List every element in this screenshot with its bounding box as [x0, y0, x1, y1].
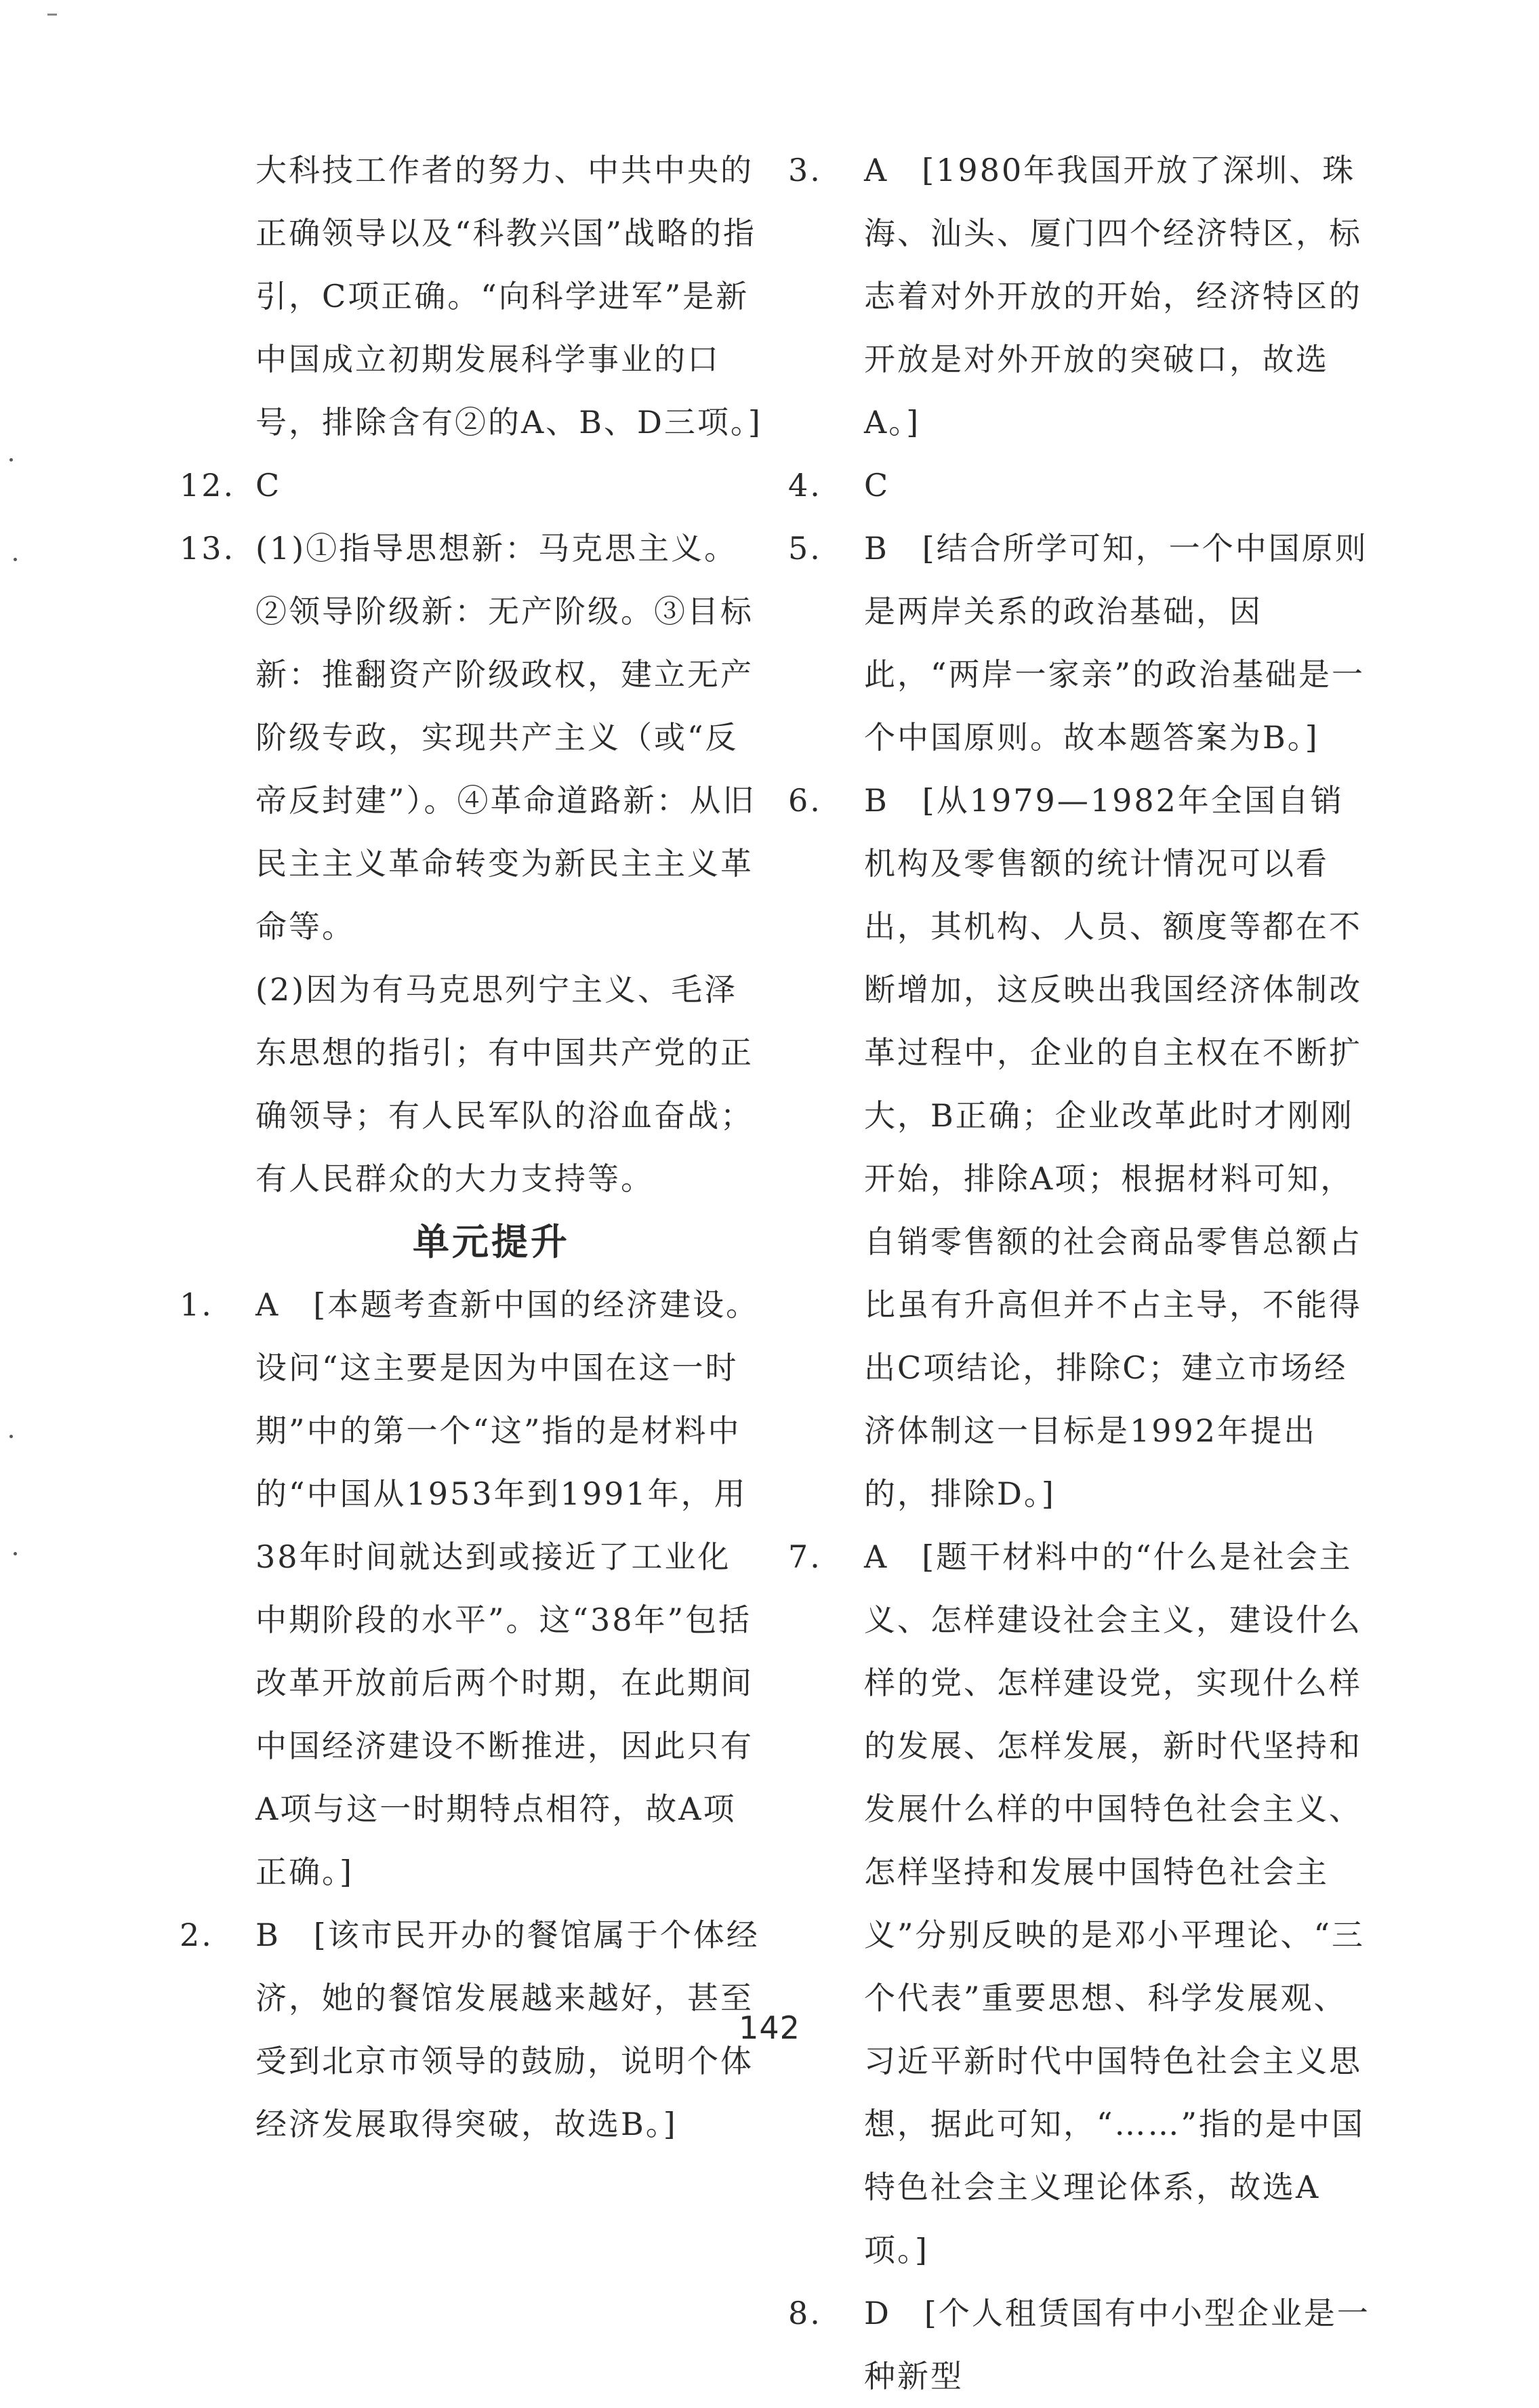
answer-item-5	[788, 517, 1371, 769]
answer-item-3	[788, 139, 1371, 454]
continuation-paragraph: 大科技工作者的努力、中共中央的正确领导以及“科教兴国”战略的指引，C项正确。“向科学进军”是新中国成立初期发展科学事业的口号，排除含有②的A、B、D三项。]	[255, 152, 762, 441]
left-column	[180, 139, 762, 2156]
item-number: 7.	[788, 1538, 822, 1575]
item-number: 8.	[788, 2295, 822, 2331]
answer-item-6	[788, 769, 1371, 1526]
margin-dot-4	[14, 1552, 17, 1555]
item-text: B [结合所学可知，一个中国原则是两岸关系的政治基础，因此，“两岸一家亲”的政治基础是一个中国原则。故本题答案为B。]	[864, 530, 1368, 756]
margin-dot-2	[14, 558, 17, 561]
section-heading: 单元提升	[413, 1221, 570, 1263]
item-number: 12.	[180, 467, 236, 504]
margin-dot-3	[9, 1435, 13, 1438]
answer-item-13	[180, 517, 762, 958]
top-margin-mark	[47, 14, 57, 16]
item-number: 3.	[788, 152, 822, 188]
item-number: 1.	[180, 1286, 213, 1323]
right-column	[788, 139, 1371, 2408]
item-text: C	[864, 467, 890, 504]
item-number: 2.	[180, 1917, 213, 1953]
margin-dot-1	[9, 458, 13, 462]
item-number: 4.	[788, 467, 822, 504]
item-text: A [本题考查新中国的经济建设。设问“这主要是因为中国在这一时期”中的第一个“这”指的是材料中的“中国从1953年到1991年，用38年时间就达到或接近了工业化中期阶段的水平”。这“38年”包括改革开放前后两个时期，在此期间中国经济建设不断推进，因此只有A项与这一时期特点相符，故A项正确。]	[255, 1286, 760, 1890]
answer-item-8	[788, 2282, 1371, 2408]
answer-item-13-part-2: (2)因为有马克思列宁主义、毛泽东思想的指引；有中国共产党的正确领导；有人民军队的浴血奋战；有人民群众的大力支持等。	[255, 971, 754, 1197]
item-text: A [题干材料中的“什么是社会主义、怎样建设社会主义，建设什么样的党、怎样建设党，实现什么样的发展、怎样发展，新时代坚持和发展什么样的中国特色社会主义、怎样坚持和发展中国特色社会主义”分别反映的是邓小平理论、“三个代表”重要思想、科学发展观、习近平新时代中国特色社会主义思想，据此可知，“……”指的是中国特色社会主义理论体系，故选A项。]	[864, 1538, 1366, 2268]
page-number: 142	[739, 2009, 800, 2046]
item-number: 13.	[180, 530, 236, 567]
item-text: A [1980年我国开放了深圳、珠海、汕头、厦门四个经济特区，标志着对外开放的开始，经济特区的开放是对外开放的突破口，故选A。]	[864, 152, 1362, 441]
item-text: D [个人租赁国有中小型企业是一种新型	[864, 2295, 1370, 2394]
answer-item-4	[788, 454, 1371, 517]
item-text: C	[255, 467, 282, 504]
answer-item-12	[180, 454, 762, 517]
item-number: 6.	[788, 782, 822, 819]
item-text: (1)①指导思想新：马克思主义。②领导阶级新：无产阶级。③目标新：推翻资产阶级政权，建立无产阶级专政，实现共产主义（或“反帝反封建”）。④革命道路新：从旧民主主义革命转变为新民主主义革命等。	[255, 530, 756, 945]
item-text: B [从1979—1982年全国自销机构及零售额的统计情况可以看出，其机构、人员、额度等都在不断增加，这反映出我国经济体制改革过程中，企业的自主权在不断扩大，B正确；企业改革此时才刚刚开始，排除A项；根据材料可知，自销零售额的社会商品零售总额占比虽有升高但并不占主导，不能得出C项结论，排除C；建立市场经济体制这一目标是1992年提出的，排除D。]	[864, 782, 1362, 1512]
item-number: 5.	[788, 530, 822, 567]
answer-item-1	[180, 1273, 762, 1904]
item-text: B [该市民开办的餐馆属于个体经济，她的餐馆发展越来越好，甚至受到北京市领导的鼓励，说明个体经济发展取得突破，故选B。]	[255, 1917, 760, 2142]
